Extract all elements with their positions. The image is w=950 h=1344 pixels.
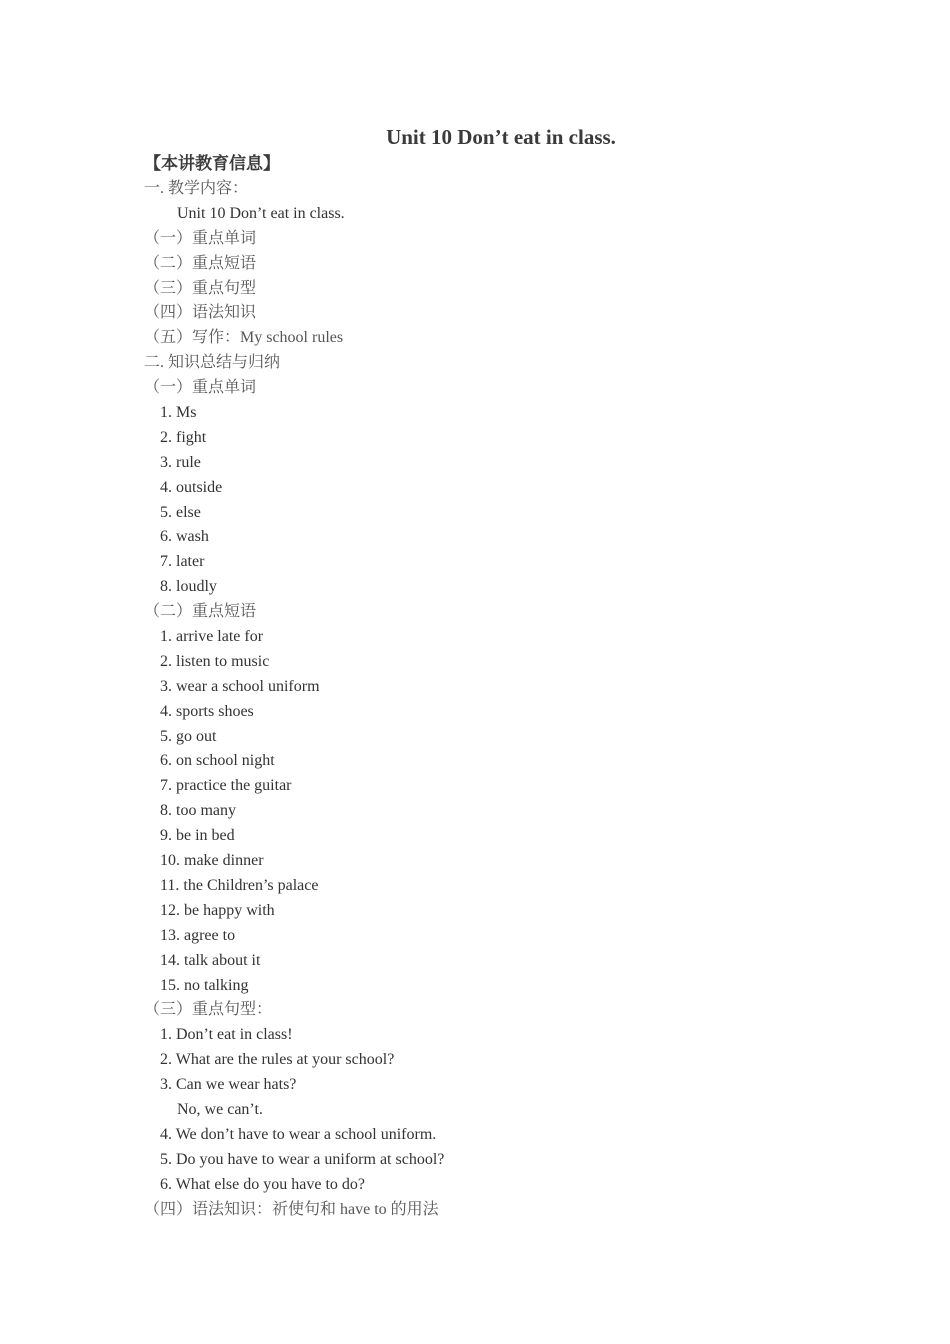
sentence-item: 1. Don’t eat in class! bbox=[160, 1026, 293, 1044]
sentence-item: 3. Can we wear hats? bbox=[160, 1076, 297, 1094]
word-item: 8. loudly bbox=[160, 578, 217, 596]
phrase-item: 7. practice the guitar bbox=[160, 777, 292, 795]
info-banner: 【本讲教育信息】 bbox=[144, 154, 280, 173]
phrases-heading: （二）重点短语 bbox=[144, 603, 257, 621]
phrase-item: 13. agree to bbox=[160, 926, 236, 944]
phrase-item: 15. no talking bbox=[160, 976, 249, 994]
content-item: （一）重点单词 bbox=[144, 229, 257, 247]
phrase-item: 4. sports shoes bbox=[160, 702, 254, 720]
phrase-item: 3. wear a school uniform bbox=[160, 677, 320, 695]
sentence-item: 4. We don’t have to wear a school uniform. bbox=[160, 1125, 437, 1143]
word-item: 4. outside bbox=[160, 478, 223, 496]
word-item: 5. else bbox=[160, 503, 201, 521]
phrase-item: 6. on school night bbox=[160, 752, 275, 770]
word-item: 1. Ms bbox=[160, 404, 197, 422]
phrase-item: 10. make dinner bbox=[160, 852, 264, 870]
phrase-item: 2. listen to music bbox=[160, 652, 270, 670]
document-body bbox=[144, 150, 844, 1222]
phrase-item: 11. the Children’s palace bbox=[160, 876, 319, 894]
word-item: 6. wash bbox=[160, 528, 209, 546]
words-heading: （一）重点单词 bbox=[144, 379, 257, 397]
sentence-item: 5. Do you have to wear a uniform at school? bbox=[160, 1150, 445, 1168]
sentence-answer: No, we can’t. bbox=[177, 1100, 263, 1118]
word-item: 2. fight bbox=[160, 428, 207, 446]
sentence-item: 6. What else do you have to do? bbox=[160, 1175, 365, 1193]
section-1-heading: 一. 教学内容： bbox=[144, 180, 249, 197]
phrase-item: 8. too many bbox=[160, 802, 236, 820]
unit-line: Unit 10 Don’t eat in class. bbox=[177, 204, 345, 222]
sentence-item: 2. What are the rules at your school? bbox=[160, 1051, 395, 1069]
content-item: （四）语法知识 bbox=[144, 304, 257, 322]
phrase-item: 9. be in bed bbox=[160, 827, 235, 845]
content-item: （二）重点短语 bbox=[144, 254, 257, 272]
phrase-item: 12. be happy with bbox=[160, 901, 275, 919]
section-2-heading: 二. 知识总结与归纳 bbox=[144, 354, 281, 372]
document-title: Unit 10 Don’t eat in class. bbox=[386, 125, 616, 149]
phrase-item: 14. talk about it bbox=[160, 951, 261, 969]
content-item: （三）重点句型 bbox=[144, 279, 257, 297]
phrase-item: 5. go out bbox=[160, 727, 217, 745]
content-item: （五）写作：My school rules bbox=[144, 329, 344, 347]
phrase-item: 1. arrive late for bbox=[160, 628, 264, 646]
word-item: 7. later bbox=[160, 553, 205, 571]
sentences-heading: （三）重点句型： bbox=[144, 1001, 273, 1019]
word-item: 3. rule bbox=[160, 453, 201, 471]
grammar-heading: （四）语法知识：祈使句和 have to 的用法 bbox=[144, 1200, 439, 1218]
